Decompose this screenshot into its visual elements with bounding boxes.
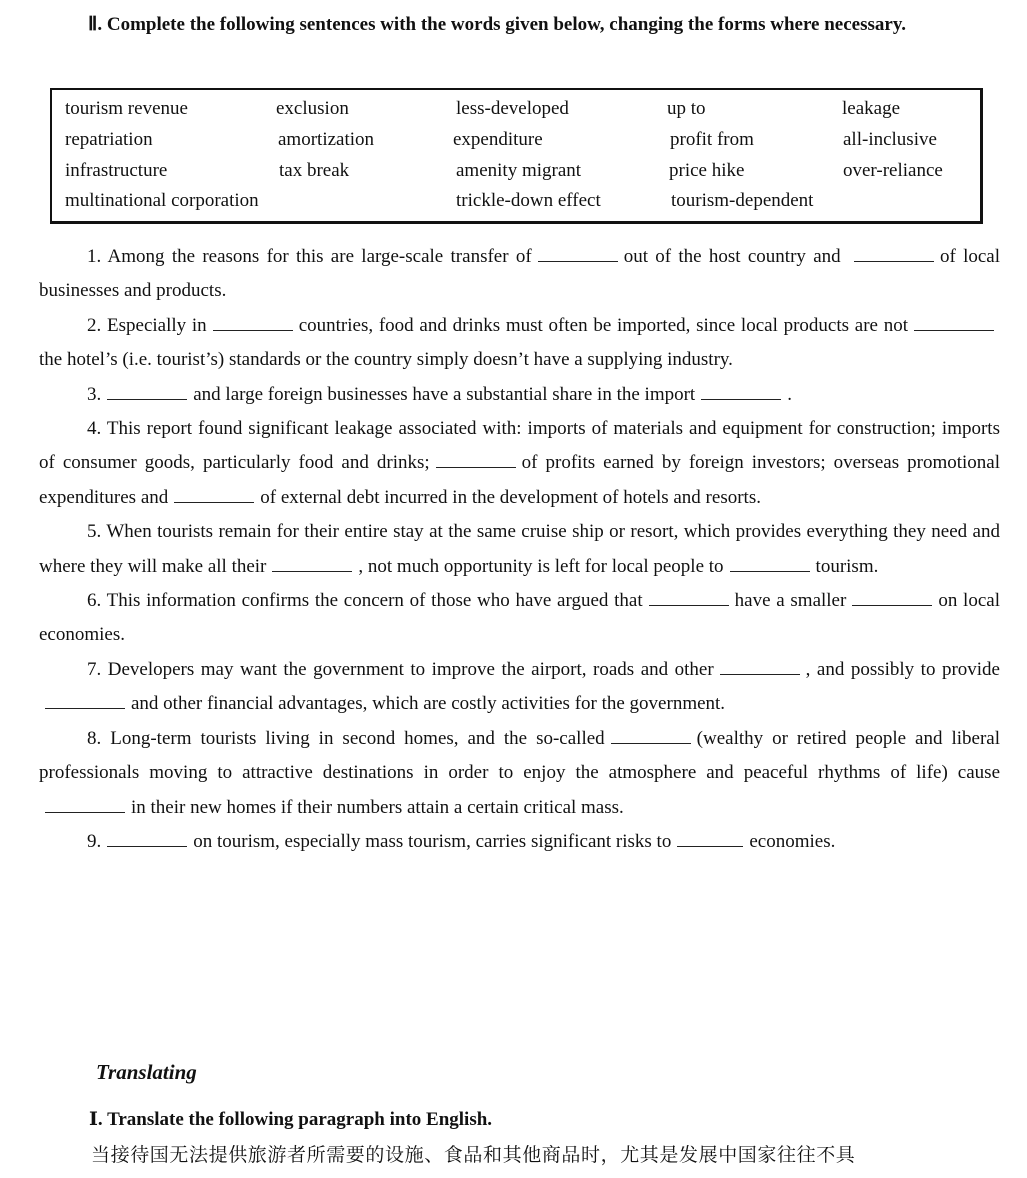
- question-list: [39, 240, 1000, 859]
- question-text: of profits earned by foreign investors; overseas promotional expenditures and: [39, 452, 1000, 508]
- question-7: [39, 653, 1000, 722]
- word-bank-item: repatriation: [65, 129, 153, 150]
- word-bank-item: over-reliance: [843, 160, 943, 181]
- answer-blank[interactable]: [45, 694, 125, 709]
- question-text: have a smaller: [734, 590, 847, 612]
- answer-blank[interactable]: [914, 316, 994, 331]
- question-text: tourism.: [815, 555, 879, 577]
- question-number: 2.: [87, 314, 102, 336]
- question-text: and large foreign businesses have a substantial share in the import: [193, 383, 696, 405]
- question-number: 1.: [87, 246, 102, 267]
- answer-blank[interactable]: [538, 247, 618, 262]
- word-bank-item: profit from: [670, 129, 754, 150]
- question-number: 5.: [87, 521, 102, 543]
- task-numeral: Ⅰ.: [89, 1109, 103, 1130]
- question-text: .: [787, 383, 792, 405]
- question-text: of local businesses and products.: [39, 246, 1001, 302]
- word-bank-item: amortization: [278, 129, 375, 150]
- answer-blank[interactable]: [720, 660, 800, 675]
- question-text: Among the reasons for this are large-scale transfer of: [107, 246, 532, 267]
- word-bank-item: multinational corporation: [65, 190, 259, 211]
- answer-blank[interactable]: [701, 385, 781, 400]
- answer-blank[interactable]: [174, 488, 254, 503]
- answer-blank[interactable]: [107, 385, 187, 400]
- answer-blank[interactable]: [107, 832, 187, 847]
- word-bank-item: all-inclusive: [843, 129, 937, 150]
- chinese-paragraph: 当接待国无法提供旅游者所需要的设施、食品和其他商品时，尤其是发展中国家往往不具: [91, 1144, 856, 1166]
- question-text: This report found significant leakage associated with: imports of materials and equipment for construction; imports of consumer goods, particularly food and drinks;: [39, 418, 1000, 474]
- question-text: countries, food and drinks must often be imported, since local products are not: [298, 314, 909, 336]
- question-text: in their new homes if their numbers attain a certain critical mass.: [131, 796, 624, 818]
- exercise-numeral: Ⅱ.: [88, 14, 103, 35]
- answer-blank[interactable]: [677, 832, 743, 847]
- answer-blank[interactable]: [45, 798, 125, 813]
- word-bank-item: leakage: [842, 98, 901, 119]
- answer-blank[interactable]: [649, 591, 729, 606]
- question-text: When tourists remain for their entire stay at the same cruise ship or resort, which provides everything they need and where they will make all their: [39, 521, 1000, 577]
- question-text: out of the host country and: [623, 246, 841, 267]
- question-number: 8.: [87, 727, 102, 749]
- question-8: [39, 722, 1000, 825]
- word-bank-item: expenditure: [453, 129, 543, 150]
- question-text: This information confirms the concern of those who have argued that: [106, 590, 643, 612]
- word-bank-item: tourism-dependent: [671, 190, 814, 211]
- question-text: Developers may want the government to improve the airport, roads and other: [107, 658, 714, 680]
- answer-blank[interactable]: [436, 453, 516, 468]
- task-instruction: Translate the following paragraph into English.: [107, 1109, 493, 1130]
- word-bank-item: less-developed: [456, 98, 569, 119]
- question-text: on local economies.: [39, 590, 1000, 646]
- question-text: of external debt incurred in the development of hotels and resorts.: [260, 486, 761, 508]
- answer-blank[interactable]: [854, 247, 934, 262]
- question-number: 6.: [87, 590, 102, 612]
- question-text: (wealthy or retired people and liberal professionals moving to attractive destinations in order to enjoy the atmosphere and peaceful rhythms of life) cause: [39, 727, 1000, 784]
- question-1: [39, 240, 1000, 309]
- answer-blank[interactable]: [611, 729, 691, 744]
- translation-task-heading: [89, 1108, 492, 1131]
- word-bank-item: tax break: [279, 160, 350, 181]
- word-bank-item: exclusion: [276, 98, 349, 119]
- answer-blank[interactable]: [213, 316, 293, 331]
- question-number: 7.: [87, 658, 102, 680]
- section-title-translating: Translating: [96, 1060, 197, 1084]
- question-2: [39, 309, 1000, 378]
- word-bank-item: trickle-down effect: [456, 190, 601, 211]
- question-text: on tourism, especially mass tourism, carries significant risks to: [193, 830, 672, 852]
- answer-blank[interactable]: [852, 591, 932, 606]
- question-text: , not much opportunity is left for local people to: [358, 555, 724, 577]
- answer-blank[interactable]: [730, 557, 810, 572]
- question-text: economies.: [749, 830, 836, 852]
- word-bank-item: amenity migrant: [456, 160, 582, 181]
- exercise-instruction: Complete the following sentences with the words given below, changing the forms where necessary.: [106, 14, 907, 35]
- word-bank-item: infrastructure: [65, 160, 168, 181]
- question-5: [39, 515, 1000, 584]
- word-bank-box: [50, 88, 983, 224]
- word-bank-item: tourism revenue: [65, 98, 188, 119]
- question-4: [39, 412, 1000, 515]
- question-text: , and possibly to provide: [805, 658, 1000, 680]
- question-number: 3.: [87, 383, 102, 405]
- answer-blank[interactable]: [272, 557, 352, 572]
- word-bank-item: price hike: [669, 160, 745, 181]
- question-number: 4.: [87, 418, 102, 440]
- question-text: the hotel’s (i.e. tourist’s) standards or the country simply doesn’t have a supplying industry.: [39, 349, 733, 371]
- question-text: Especially in: [107, 314, 207, 336]
- question-text: and other financial advantages, which are costly activities for the government.: [131, 693, 726, 715]
- question-6: [39, 584, 1000, 653]
- question-3: [39, 378, 1000, 412]
- exercise-heading: [38, 8, 1000, 41]
- word-bank-item: up to: [667, 98, 706, 119]
- question-number: 9.: [87, 830, 102, 852]
- question-text: Long-term tourists living in second homes, and the so-called: [110, 727, 605, 749]
- question-9: [39, 825, 1000, 859]
